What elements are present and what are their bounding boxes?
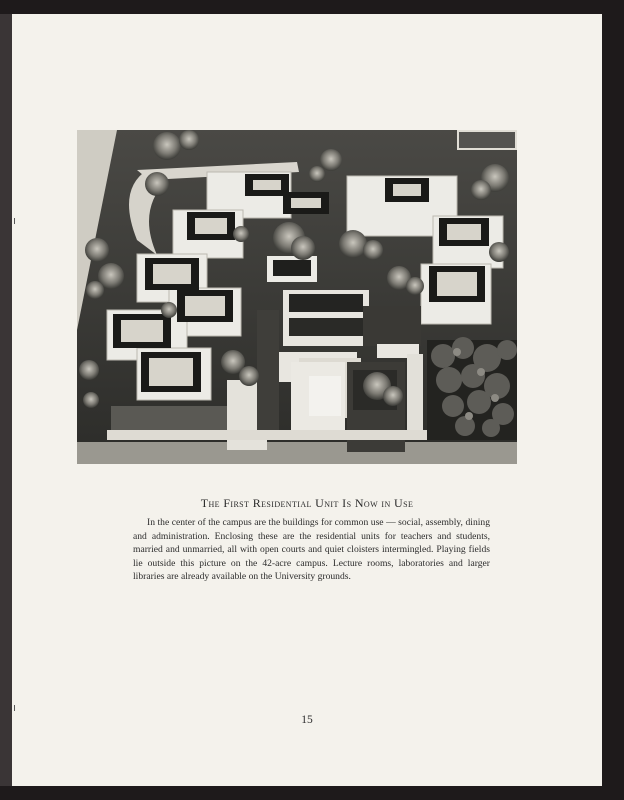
page-edge-mark xyxy=(14,705,15,711)
figure-caption-body: In the center of the campus are the buildings for common use — social, assembly, dining and administration. Enclosing these are the residential units for teachers and students, married and unmarried, all with open courts and quiet cloisters intermingled. Playing fields lie outside this picture on the 42-acre campus. Lecture rooms, laboratories and larger libraries are already available on the University grounds. xyxy=(133,517,490,583)
campus-model-photograph xyxy=(77,130,517,464)
page-number: 15 xyxy=(301,714,313,726)
page-edge-mark xyxy=(14,218,15,224)
figure-caption-title: The First Residential Unit Is Now in Use xyxy=(200,496,414,510)
book-gutter-edge xyxy=(0,14,12,786)
